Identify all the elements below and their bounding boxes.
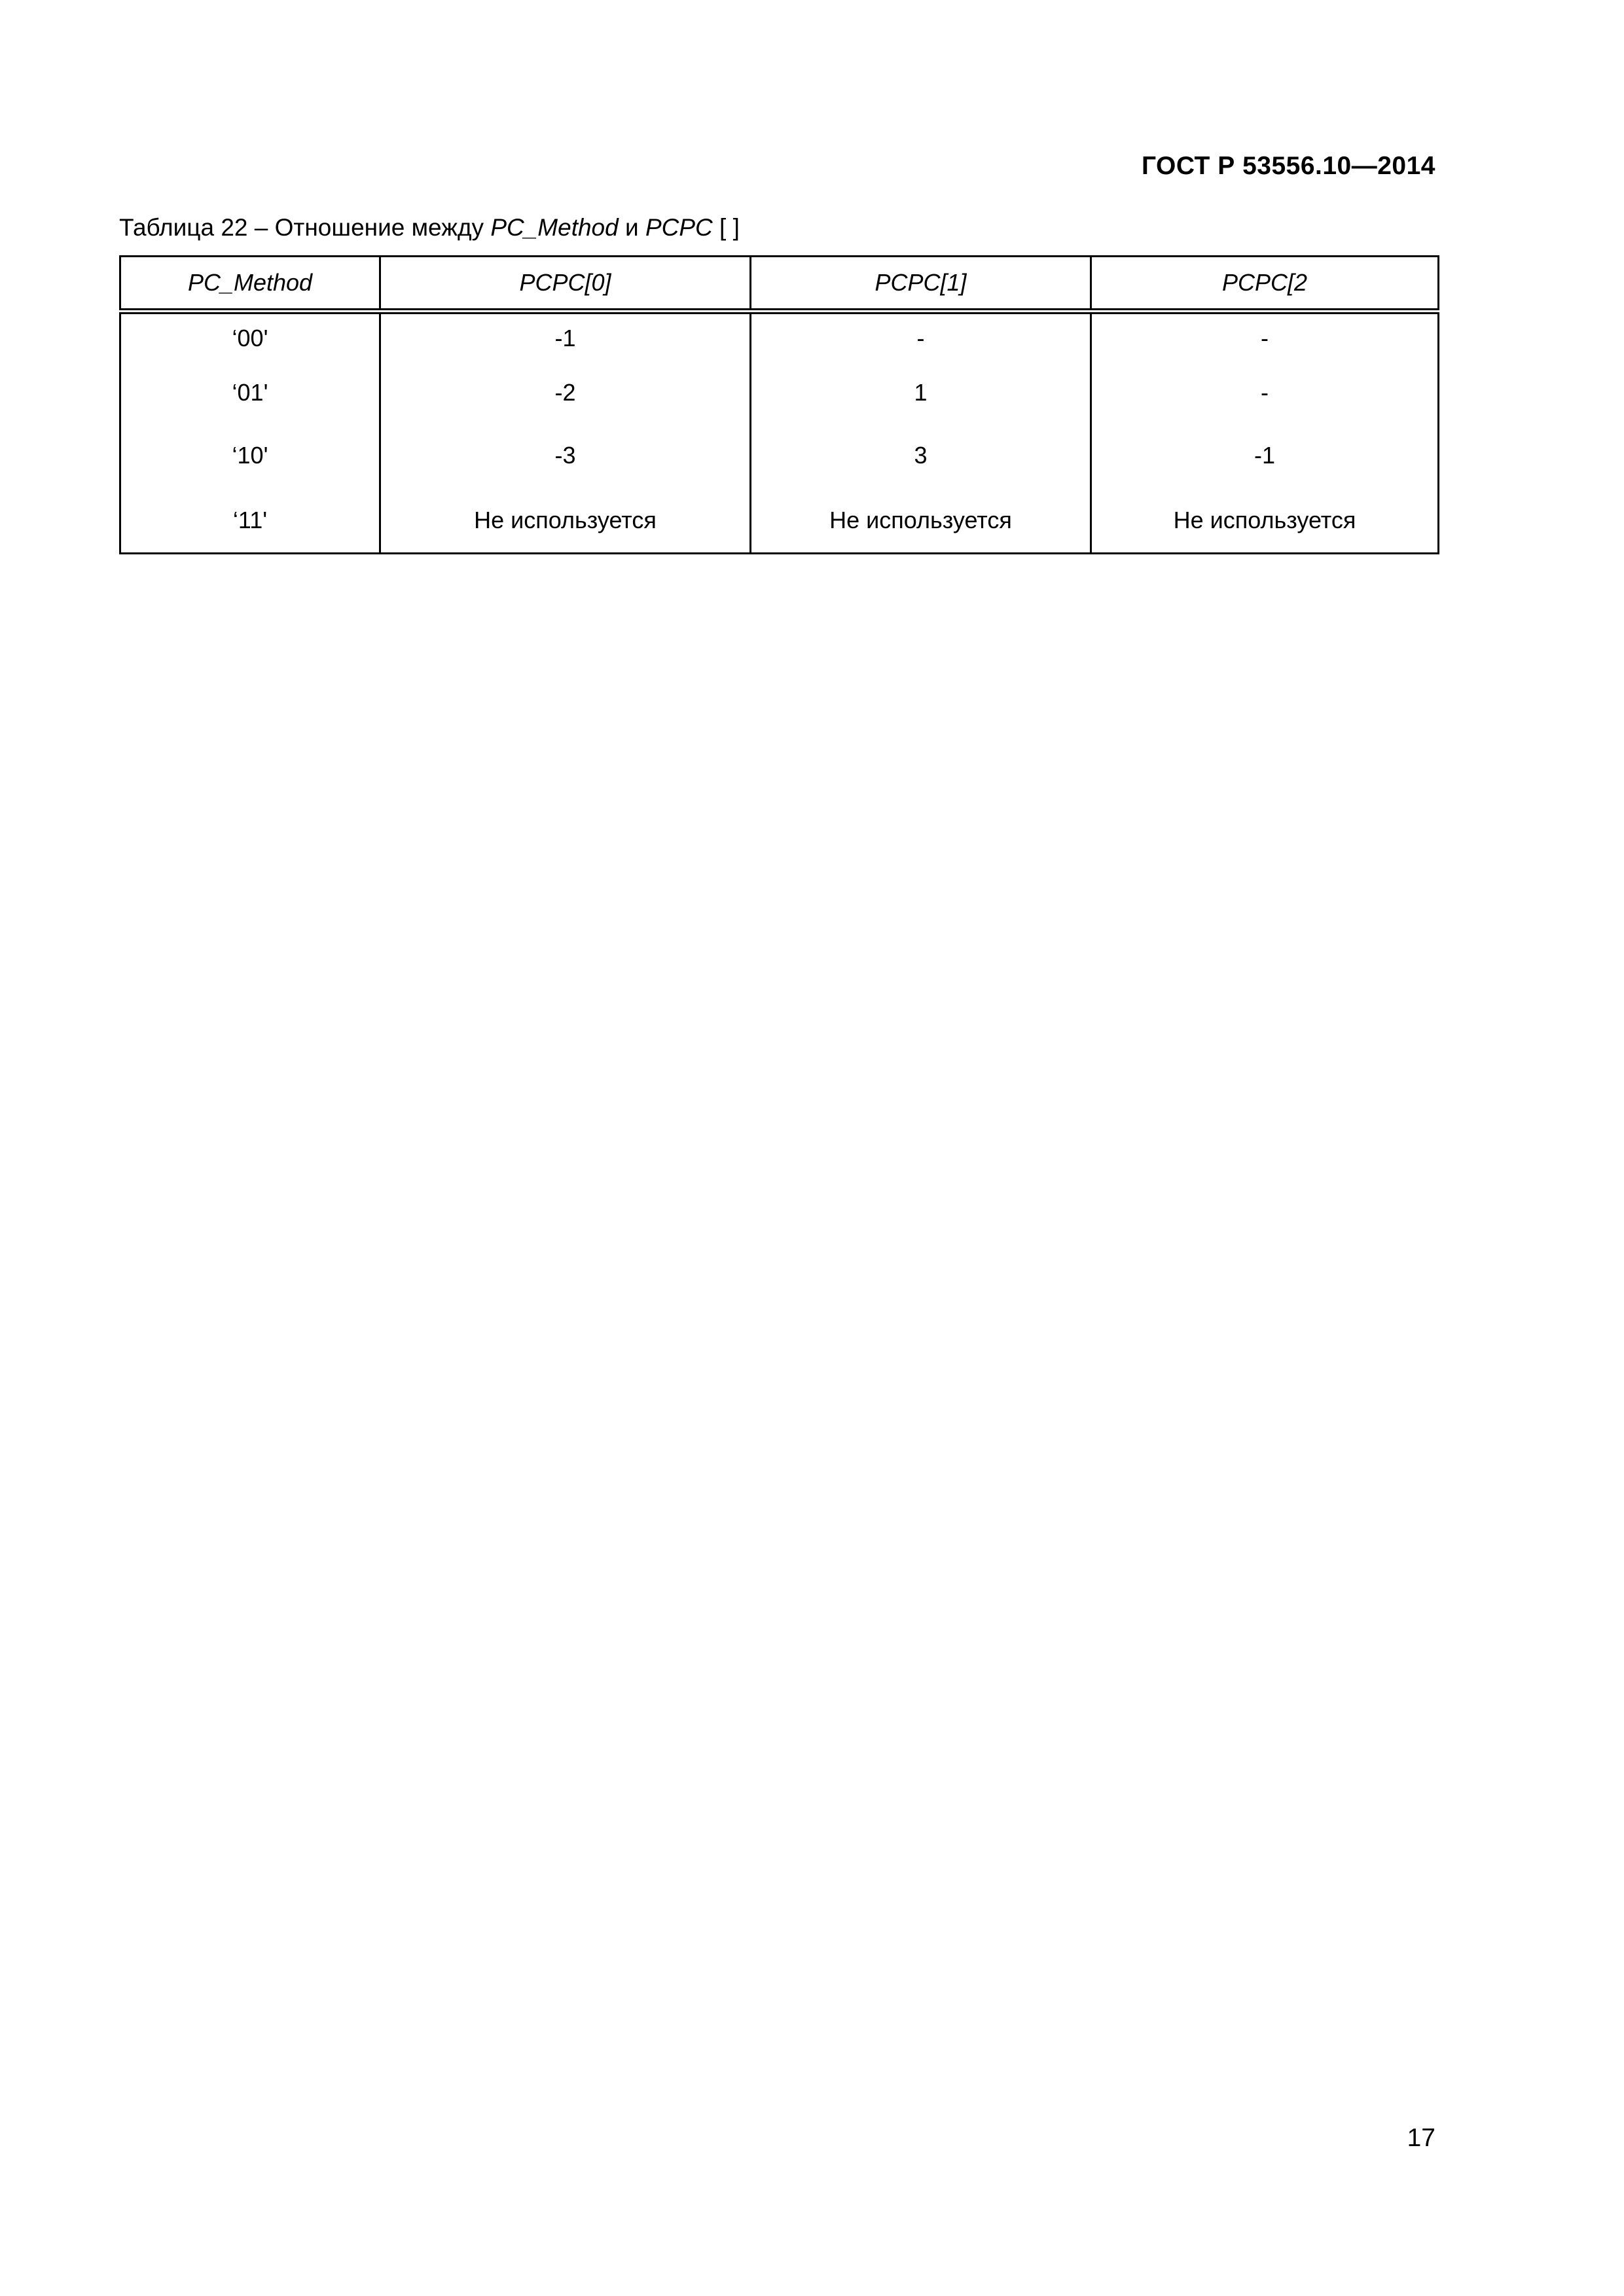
table-cell: ‘11' — [120, 488, 380, 554]
caption-suffix: [ ] — [712, 214, 740, 241]
table-cell: Не используется — [751, 488, 1091, 554]
table-caption — [119, 214, 740, 242]
table-row — [120, 488, 1439, 554]
table-cell: Не используется — [380, 488, 751, 554]
table-cell: ‘00' — [120, 312, 380, 363]
table-cell: -1 — [1091, 423, 1439, 488]
table-cell: -3 — [380, 423, 751, 488]
caption-term-b: PCPC — [645, 214, 713, 241]
caption-term-a: PC_Method — [490, 214, 619, 241]
page-number: 17 — [1407, 2124, 1435, 2152]
col-header: PCPC[0] — [380, 257, 751, 312]
table-cell: -1 — [380, 312, 751, 363]
table-row — [120, 312, 1439, 363]
table-cell: Не используется — [1091, 488, 1439, 554]
table-header-row — [120, 257, 1439, 312]
table-row — [120, 423, 1439, 488]
pc-method-table — [119, 255, 1439, 554]
col-header: PCPC[1] — [751, 257, 1091, 312]
table-cell: 1 — [751, 363, 1091, 423]
caption-mid: и — [618, 214, 645, 241]
table-cell: -2 — [380, 363, 751, 423]
table-cell: - — [1091, 363, 1439, 423]
standard-designation: ГОСТ Р 53556.10—2014 — [1141, 152, 1435, 180]
table-cell: - — [1091, 312, 1439, 363]
caption-prefix: Таблица 22 – Отношение между — [119, 214, 491, 241]
table-cell: - — [751, 312, 1091, 363]
table-cell: 3 — [751, 423, 1091, 488]
table-cell: ‘01' — [120, 363, 380, 423]
table-cell: ‘10' — [120, 423, 380, 488]
col-header: PC_Method — [120, 257, 380, 312]
col-header: PCPC[2 — [1091, 257, 1439, 312]
table-row — [120, 363, 1439, 423]
